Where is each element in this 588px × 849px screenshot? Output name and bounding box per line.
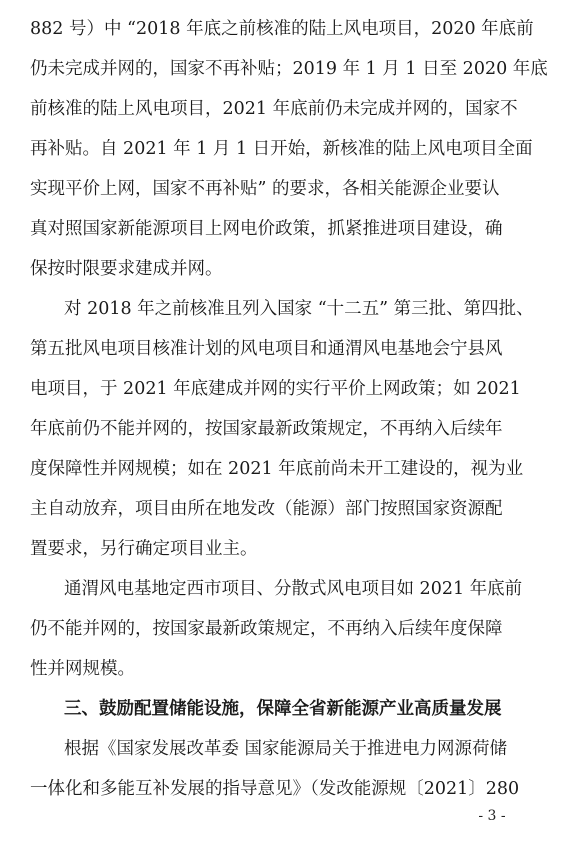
section-heading xyxy=(0,691,588,727)
text-line xyxy=(0,331,588,367)
line-text: 仍不能并网的，按国家最新政策规定，不再纳入后续年度保障 xyxy=(30,619,503,639)
text-line xyxy=(0,251,588,287)
text-line xyxy=(0,731,588,767)
line-text: 第五批风电项目核准计划的风电项目和通渭风电基地会宁县风 xyxy=(30,339,503,359)
text-line xyxy=(0,171,588,207)
line-text: 保按时限要求建成并网。 xyxy=(30,259,223,279)
line-text: 一体化和多能互补发展的指导意见》（发改能源规〔2021〕280 xyxy=(30,779,520,799)
text-line xyxy=(0,531,588,567)
line-text: 仍未完成并网的，国家不再补贴；2019 年 1 月 1 日至 2020 年底 xyxy=(30,59,548,79)
text-line xyxy=(0,11,588,47)
text-line xyxy=(0,451,588,487)
text-line xyxy=(0,291,588,327)
text-line xyxy=(0,571,588,607)
line-text: 性并网规模。 xyxy=(30,659,135,679)
line-text: 通渭风电基地定西市项目、分散式风电项目如 2021 年底前 xyxy=(64,579,523,599)
line-text: 主自动放弃，项目由所在地发改（能源）部门按照国家资源配 xyxy=(30,499,503,519)
text-line xyxy=(0,651,588,687)
line-text: 882 号）中 “2018 年底之前核准的陆上风电项目，2020 年底前 xyxy=(30,19,534,39)
line-text: 置要求，另行确定项目业主。 xyxy=(30,539,258,559)
line-text: 电项目，于 2021 年底建成并网的实行平价上网政策；如 2021 xyxy=(30,379,521,399)
line-text: 真对照国家新能源项目上网电价政策，抓紧推进项目建设，确 xyxy=(30,219,503,239)
line-text: 度保障性并网规模；如在 2021 年底前尚未开工建设的，视为业 xyxy=(30,459,524,479)
text-line xyxy=(0,51,588,87)
page-number: - 3 - xyxy=(478,808,506,824)
heading-text: 三、鼓励配置储能设施，保障全省新能源产业高质量发展 xyxy=(64,699,502,719)
text-line xyxy=(0,491,588,527)
line-text: 再补贴。自 2021 年 1 月 1 日开始，新核准的陆上风电项目全面 xyxy=(30,139,533,159)
text-line xyxy=(0,771,588,807)
text-line xyxy=(0,91,588,127)
line-text: 前核准的陆上风电项目，2021 年底前仍未完成并网的，国家不 xyxy=(30,99,518,119)
line-text: 年底前仍不能并网的，按国家最新政策规定，不再纳入后续年 xyxy=(30,419,503,439)
text-line xyxy=(0,131,588,167)
text-line xyxy=(0,371,588,407)
line-text: 实现平价上网，国家不再补贴” 的要求，各相关能源企业要认 xyxy=(30,179,500,199)
text-line xyxy=(0,411,588,447)
text-line xyxy=(0,211,588,247)
text-line xyxy=(0,611,588,647)
line-text: 根据《国家发展改革委 国家能源局关于推进电力网源荷储 xyxy=(64,739,508,759)
line-text: 对 2018 年之前核准且列入国家 “十二五” 第三批、第四批、 xyxy=(64,299,534,319)
